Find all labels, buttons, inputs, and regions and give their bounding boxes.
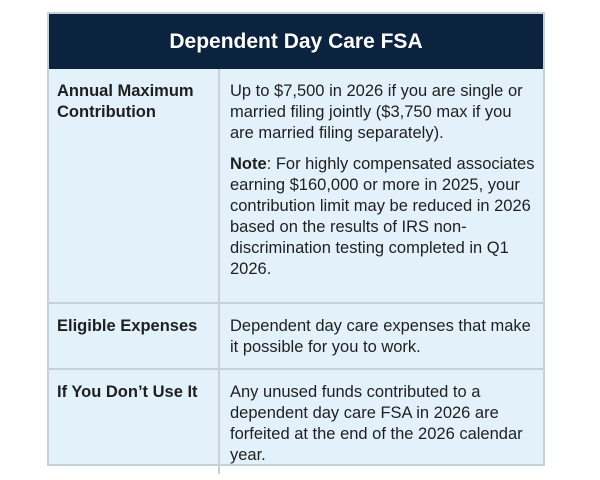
note-label: Note (230, 155, 267, 173)
contribution-limit-text: Up to $7,500 in 2026 if you are single or married filing jointly ($3,750 max if you are married filing separately). (230, 82, 523, 142)
eligible-expenses-text: Dependent day care expenses that make it possible for you to work. (230, 317, 531, 356)
row-label: If You Don’t Use It (49, 370, 220, 474)
table-row-annual-maximum (49, 69, 543, 302)
row-value (220, 304, 543, 368)
note-paragraph (230, 154, 535, 280)
unused-funds-text: Any unused funds contributed to a dependent day care FSA in 2026 are forfeited at the end of the 2026 calendar year. (230, 383, 523, 464)
row-value (220, 69, 543, 302)
table-title: Dependent Day Care FSA (49, 14, 543, 69)
row-value (220, 370, 543, 474)
table-row-eligible-expenses (49, 302, 543, 368)
table-row-unused-funds (49, 368, 543, 474)
row-label: Eligible Expenses (49, 304, 220, 368)
fsa-info-table (47, 12, 545, 466)
note-text: : For highly compensated associates earning $160,000 or more in 2025, your contribution limit may be reduced in 2026 based on the results of IRS non-discrimination testing completed in Q1 2026. (230, 155, 535, 278)
row-label: Annual Maximum Contribution (49, 69, 220, 302)
